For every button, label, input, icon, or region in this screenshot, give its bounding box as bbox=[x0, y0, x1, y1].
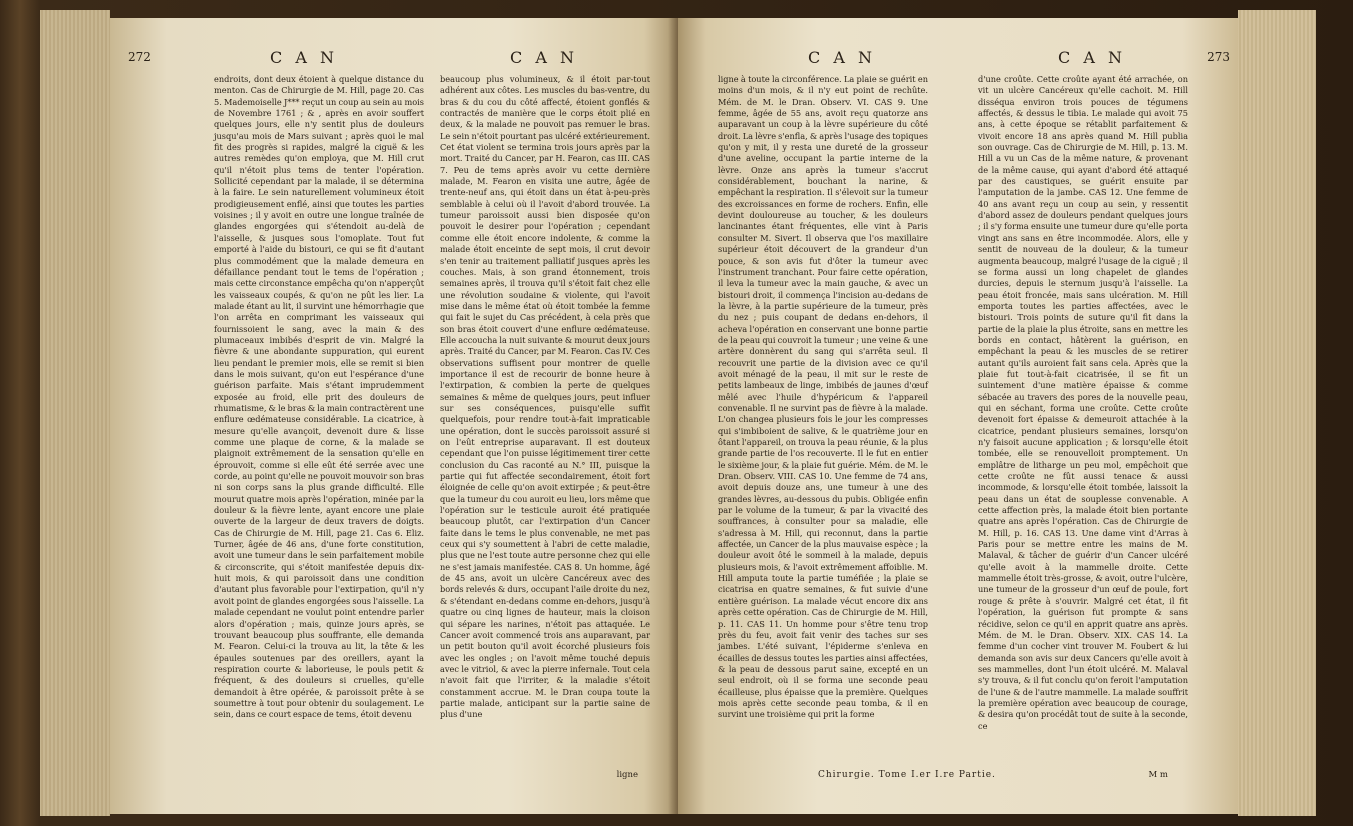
catchword: M m bbox=[1148, 770, 1168, 780]
text-column: ligne à toute la circonférence. La plaie se guérit en moins d'un mois, & il n'y eut point de rechûte. Mém. de M. le Dran. Observ. VI. CAS 9. Une femme, âgée de 55 ans, avoit reçu quatorze ans auparavant un coup à la lèvre supérieure du côté droit. La lèvre s'enfla, & après l'usage des topiques qu'on y mit, il y resta une dureté de la grosseur d'une aveline, occupant la partie interne de la lèvre. Onze ans après la tumeur s'accrut considérablement, bouchant la narine, & empêchant la respiration. Il s'élevoit sur la tumeur des excroissances en forme de rochers. Enfin, elle devint douloureuse au toucher, & les douleurs lancinantes étant fréquentes, elle vint à Paris consulter M. Sivert. Il observa que l'os maxillaire supérieur étoit découvert de la grandeur d'un pouce, & son avis fut d'ôter la tumeur avec l'instrument tranchant. Pour faire cette opération, il leva la tumeur avec la main gauche, & avec un bistouri droit, il commença l'incision au-dedans de la lèvre, à la partie supérieure de la tumeur, près du nez ; puis coupant de dedans en-dehors, il acheva l'opération en conservant une bonne partie de la peau qui couvroit la tumeur ; une veine & une artère donnèrent du sang qui s'arrêta seul. Il recouvrit une partie de la division avec ce qu'il avoit ménagé de la peau, il mit sur le reste de petits lambeaux de linge, imbibés de jaunes d'œuf mêlé avec l'huile d'hypéricum & l'appareil convenable. Il ne survint pas de fièvre à la malade. L'on changea plusieurs fois le jour les compresses qui s'imbiboient de salive, & le quatrième jour en ôtant l'appareil, on trouva la peau réunie, & la plus grande partie de l'os recouverte. Il le fut en entier le sixième jour, & la plaie fut guérie. Mém. de M. le Dran. Observ. VIII. CAS 10. Une femme de 74 ans, avoit depuis douze ans, une tumeur à une des grandes lèvres, au-dessous du pubis. Obligée enfin par le volume de la tumeur, & par la vivacité des souffrances, à consulter pour sa maladie, elle s'adressa à M. Hill, qui reconnut, dans la partie affectée, un Cancer de la plus mauvaise espèce ; la douleur avoit ôté le sommeil à la malade, depuis plusieurs mois, & l'avoit extrêmement affoiblie. M. Hill amputa toute la partie tuméfiée ; la plaie se cicatrisa en quatre semaines, & fut suivie d'une entière guérison. La malade vécut encore dix ans après cette opération. Cas de Chirurgie de M. Hill, p. 11. CAS 11. Un homme pour s'être tenu trop près du feu, avoit fait venir des taches sur ses jambes. L'été suivant, l'épiderme s'enleva en écailles de dessus toutes les parties ainsi affectées, & la peau de dessous parut saine, excepté en un seul endroit, où il se forma une seconde peau écailleuse, plus épaisse que la première. Quelques mois après cette seconde peau tomba, & il en survint une troisième qui prit la forme bbox=[718, 74, 928, 720]
right-page-header bbox=[678, 48, 1238, 70]
page-edges-right bbox=[1238, 10, 1316, 816]
page-number: 272 bbox=[128, 50, 151, 64]
page-edges-left bbox=[40, 10, 110, 816]
running-head: C A N bbox=[808, 48, 876, 67]
running-head: C A N bbox=[270, 48, 338, 67]
signature-line: Chirurgie. Tome I.er I.re Partie. bbox=[818, 770, 996, 780]
left-page bbox=[110, 18, 678, 814]
left-page-header bbox=[110, 48, 678, 70]
right-page bbox=[678, 18, 1238, 814]
catchword: ligne bbox=[616, 770, 638, 780]
text-column: endroits, dont deux étoient à quelque distance du menton. Cas de Chirurgie de M. Hill, page 20. Cas 5. Mademoiselle J*** reçut un coup au sein au mois de Novembre 1761 ; & , après en avoir souffert quelques jours, elle n'y sentit plus de douleurs jusqu'au mois de Mars suivant ; après quoi le mal fit des progrès si rapides, malgré la ciguë & les autres remèdes qu'on employa, que M. Hill crut qu'il n'étoit plus tems de tenter l'opération. Sollicité cependant par la malade, il se détermina à la faire. Le sein naturellement volumineux étoit prodigieusement enflé, ainsi que toutes les parties voisines ; il y avoit en outre une longue traînée de glandes engorgées qui s'étendoit au-delà de l'aisselle, & jusques sous l'omoplate. Tout fut emporté à l'aide du bistouri, ce qui se fit d'autant plus commodément que la malade demeura en défaillance pendant tout le tems de l'opération ; mais cette circonstance empêcha qu'on n'apperçût les vaisseaux coupés, & qu'on ne pût les lier. La malade étant au lit, il survint une hémorrhagie que l'on arrêta en comprimant les vaisseaux qui fournissoient le sang, avec la main & des plumaceaux imbibés d'esprit de vin. Malgré la fièvre & une abondante suppuration, qui eurent lieu pendant le premier mois, elle se remit si bien dans le mois suivant, qu'on eut l'espérance d'une guérison parfaite. Mais s'étant imprudemment exposée au froid, elle prit des douleurs de rhumatisme, & le bras & la main contractèrent une enflure œdémateuse considérable. La cicatrice, à mesure qu'elle avançoit, devenoit dure & lisse comme une plaque de corne, & la malade se plaignoit extrêmement de la sensation qu'elle en éprouvoit, comme si elle eût été serrée avec une corde, au point qu'elle ne pouvoit mouvoir son bras ni son corps sans la plus grande difficulté. Elle mourut quatre mois après l'opération, minée par la douleur & la fièvre lente, ayant encore une plaie ouverte de la largeur de deux travers de doigts. Cas de Chirurgie de M. Hill, page 21. Cas 6. Eliz. Turner, âgée de 46 ans, d'une forte constitution, avoit une tumeur dans le sein parfaitement mobile & circonscrite, qui s'étoit manifestée depuis dix-huit mois, & qui paroissoit dans une condition d'autant plus favorable pour l'extirpation, qu'il n'y avoit point de glandes engorgées sous l'aisselle. La malade cependant ne voulut point entendre parler alors d'opération ; mais, quinze jours après, se trouvant beaucoup plus souffrante, elle demanda M. Fearon. Celui-ci la trouva au lit, la tête & les épaules soutenues par des oreillers, ayant la respiration courte & laborieuse, le pouls petit & fréquent, & des douleurs si cruelles, qu'elle demandoit à être opérée, & paroissoit prête à se soumettre à tout pour obtenir du soulagement. Le sein, dans ce court espace de tems, étoit devenu bbox=[214, 74, 424, 720]
text-column: d'une croûte. Cette croûte ayant été arrachée, on vit un ulcère Cancéreux qu'elle cachoit. M. Hill disséqua environ trois pouces de tégumens affectés, & dessus le tibia. Le malade qui avoit 75 ans, à cette époque se rétablit parfaitement & vivoit encore 18 ans après quand M. Hill publia son ouvrage. Cas de Chirurgie de M. Hill, p. 13. M. Hill a vu un Cas de la même nature, & provenant de la même cause, qui ayant d'abord été attaqué par des caustiques, se guérit ensuite par l'amputation de la jambe. CAS 12. Une femme de 40 ans avant reçu un coup au sein, y ressentit d'abord assez de douleurs pendant quelques jours ; il s'y forma ensuite une tumeur dure qu'elle porta vingt ans sans en être incommodée. Alors, elle y sentit de nouveau de la douleur, & la tumeur augmenta beaucoup, malgré l'usage de la ciguë ; il se forma aussi un long chapelet de glandes durcies, depuis le sternum jusqu'à l'aisselle. La peau étoit froncée, mais sans ulcération. M. Hill emporta toutes les parties affectées, avec le bistouri. Trois points de suture qu'il fit dans la partie de la plaie la plus étroite, sans en mettre les bords en contact, hâtèrent la guérison, en empêchant la peau & les muscles de se retirer autant qu'ils auroient fait sans cela. Après que la plaie fut tout-à-fait cicatrisée, il se fit un suintement d'une matière épaisse & comme sébacée au travers des pores de la nouvelle peau, qui en séchant, forma une croûte. Cette croûte devenoit fort épaisse & demeuroit attachée à la cicatrice, pendant plusieurs semaines, lorsqu'on n'y faisoit aucune application ; & lorsqu'elle étoit tombée, elle se renouvelloit promptement. Un emplâtre de litharge un peu mol, empêchoit que cette croûte ne fût aussi tenace & aussi incommode, & lorsqu'elle étoit tombée, laissoit la peau dans un état de souplesse convenable. A cette affection près, la malade étoit bien portante quatre ans après l'opération. Cas de Chirurgie de M. Hill, p. 16. CAS 13. Une dame vint d'Arras à Paris pour se mettre entre les mains de M. Malaval, & tâcher de guérir d'un Cancer ulcéré qu'elle avoit à la mammelle droite. Cette mammelle étoit très-grosse, & avoit, outre l'ulcère, une tumeur de la grosseur d'un œuf de poule, fort rouge & prête à s'ouvrir. Malgré cet état, il fit l'opération, la guérison fut prompte & sans récidive, selon ce qu'il en apprit quatre ans après. Mém. de M. le Dran. Observ. XIX. CAS 14. La femme d'un cocher vint trouver M. Foubert & lui demanda son avis sur deux Cancers qu'elle avoit à ses mammelles, dont l'un étoit ulcéré. M. Malaval s'y trouva, & il fut conclu qu'on feroit l'amputation de l'une & de l'autre mammelle. La malade souffrit la première opération avec beaucoup de courage, & desira qu'on procédât tout de suite à la seconde, ce bbox=[978, 74, 1188, 731]
text-column: beaucoup plus volumineux, & il étoit par-tout adhérent aux côtes. Les muscles du bas-ventre, du bras & du cou du côté affecté, étoient gonflés & contractés de manière que le corps étoit plié en deux, & la malade ne pouvoit pas remuer le bras. Le sein n'étoit pourtant pas ulcéré extérieurement. Cet état violent se termina trois jours après par la mort. Traité du Cancer, par H. Fearon, cas III. CAS 7. Peu de tems après avoir vu cette dernière malade, M. Fearon en visita une autre, âgée de trente-neuf ans, qui étoit dans un état à-peu-près semblable à celui où il l'avoit d'abord trouvée. La tumeur paroissoit aussi bien disposée qu'on pouvoit le desirer pour l'opération ; cependant comme elle étoit encore indolente, & comme la malade étoit enceinte de sept mois, il crut devoir s'en tenir au traitement palliatif jusques après les couches. Mais, à son grand étonnement, trois semaines après, il trouva qu'il s'étoit fait chez elle une révolution soudaine & violente, qui l'avoit mise dans le même état où étoit tombée la femme qui fait le sujet du Cas précédent, à cela près que son bras étoit couvert d'une enflure œdémateuse. Elle accoucha la nuit suivante & mourut deux jours après. Traité du Cancer, par M. Fearon. Cas IV. Ces observations suffisent pour montrer de quelle importance il est de recourir de bonne heure à l'extirpation, & combien la perte de quelques semaines & même de quelques jours, peut influer sur ses conséquences, puisqu'elle suffit quelquefois, pour rendre tout-à-fait impraticable une opération, dont le succès paroissoit assuré si on l'eût entreprise auparavant. Il est douteux cependant que l'on puisse légitimement tirer cette conclusion du Cas raconté au N.° III, puisque la partie qui fut affectée secondairement, étoit fort éloignée de celle qu'on avoit extirpée ; & peut-être que la tumeur du cou auroit eu lieu, lors même que l'opération sur le testicule auroit été pratiquée beaucoup plutôt, car l'extirpation d'un Cancer faite dans le tems le plus convenable, ne met pas ceux qui s'y soumettent à l'abri de cette maladie, plus que ne l'est toute autre personne chez qui elle ne s'est jamais manifestée. CAS 8. Un homme, âgé de 45 ans, avoit un ulcère Cancéreux avec des bords relevés & durs, occupant l'aile droite du nez, & s'étendant en-dedans comme en-dehors, jusqu'à quatre ou cinq lignes de hauteur, mais la cloison qui sépare les narines, n'étoit pas attaquée. Le Cancer avoit commencé trois ans auparavant, par un petit bouton qu'il avoit écorché plusieurs fois avec les ongles ; on l'avoit même touché depuis avec le vitriol, & avec la pierre infernale. Tout cela n'avoit fait que l'irriter, & la maladie s'étoit constamment accrue. M. le Dran coupa toute la partie malade, anticipant sur la partie saine de plus d'une bbox=[440, 74, 650, 720]
page-number: 273 bbox=[1207, 50, 1230, 64]
running-head: C A N bbox=[1058, 48, 1126, 67]
running-head: C A N bbox=[510, 48, 578, 67]
